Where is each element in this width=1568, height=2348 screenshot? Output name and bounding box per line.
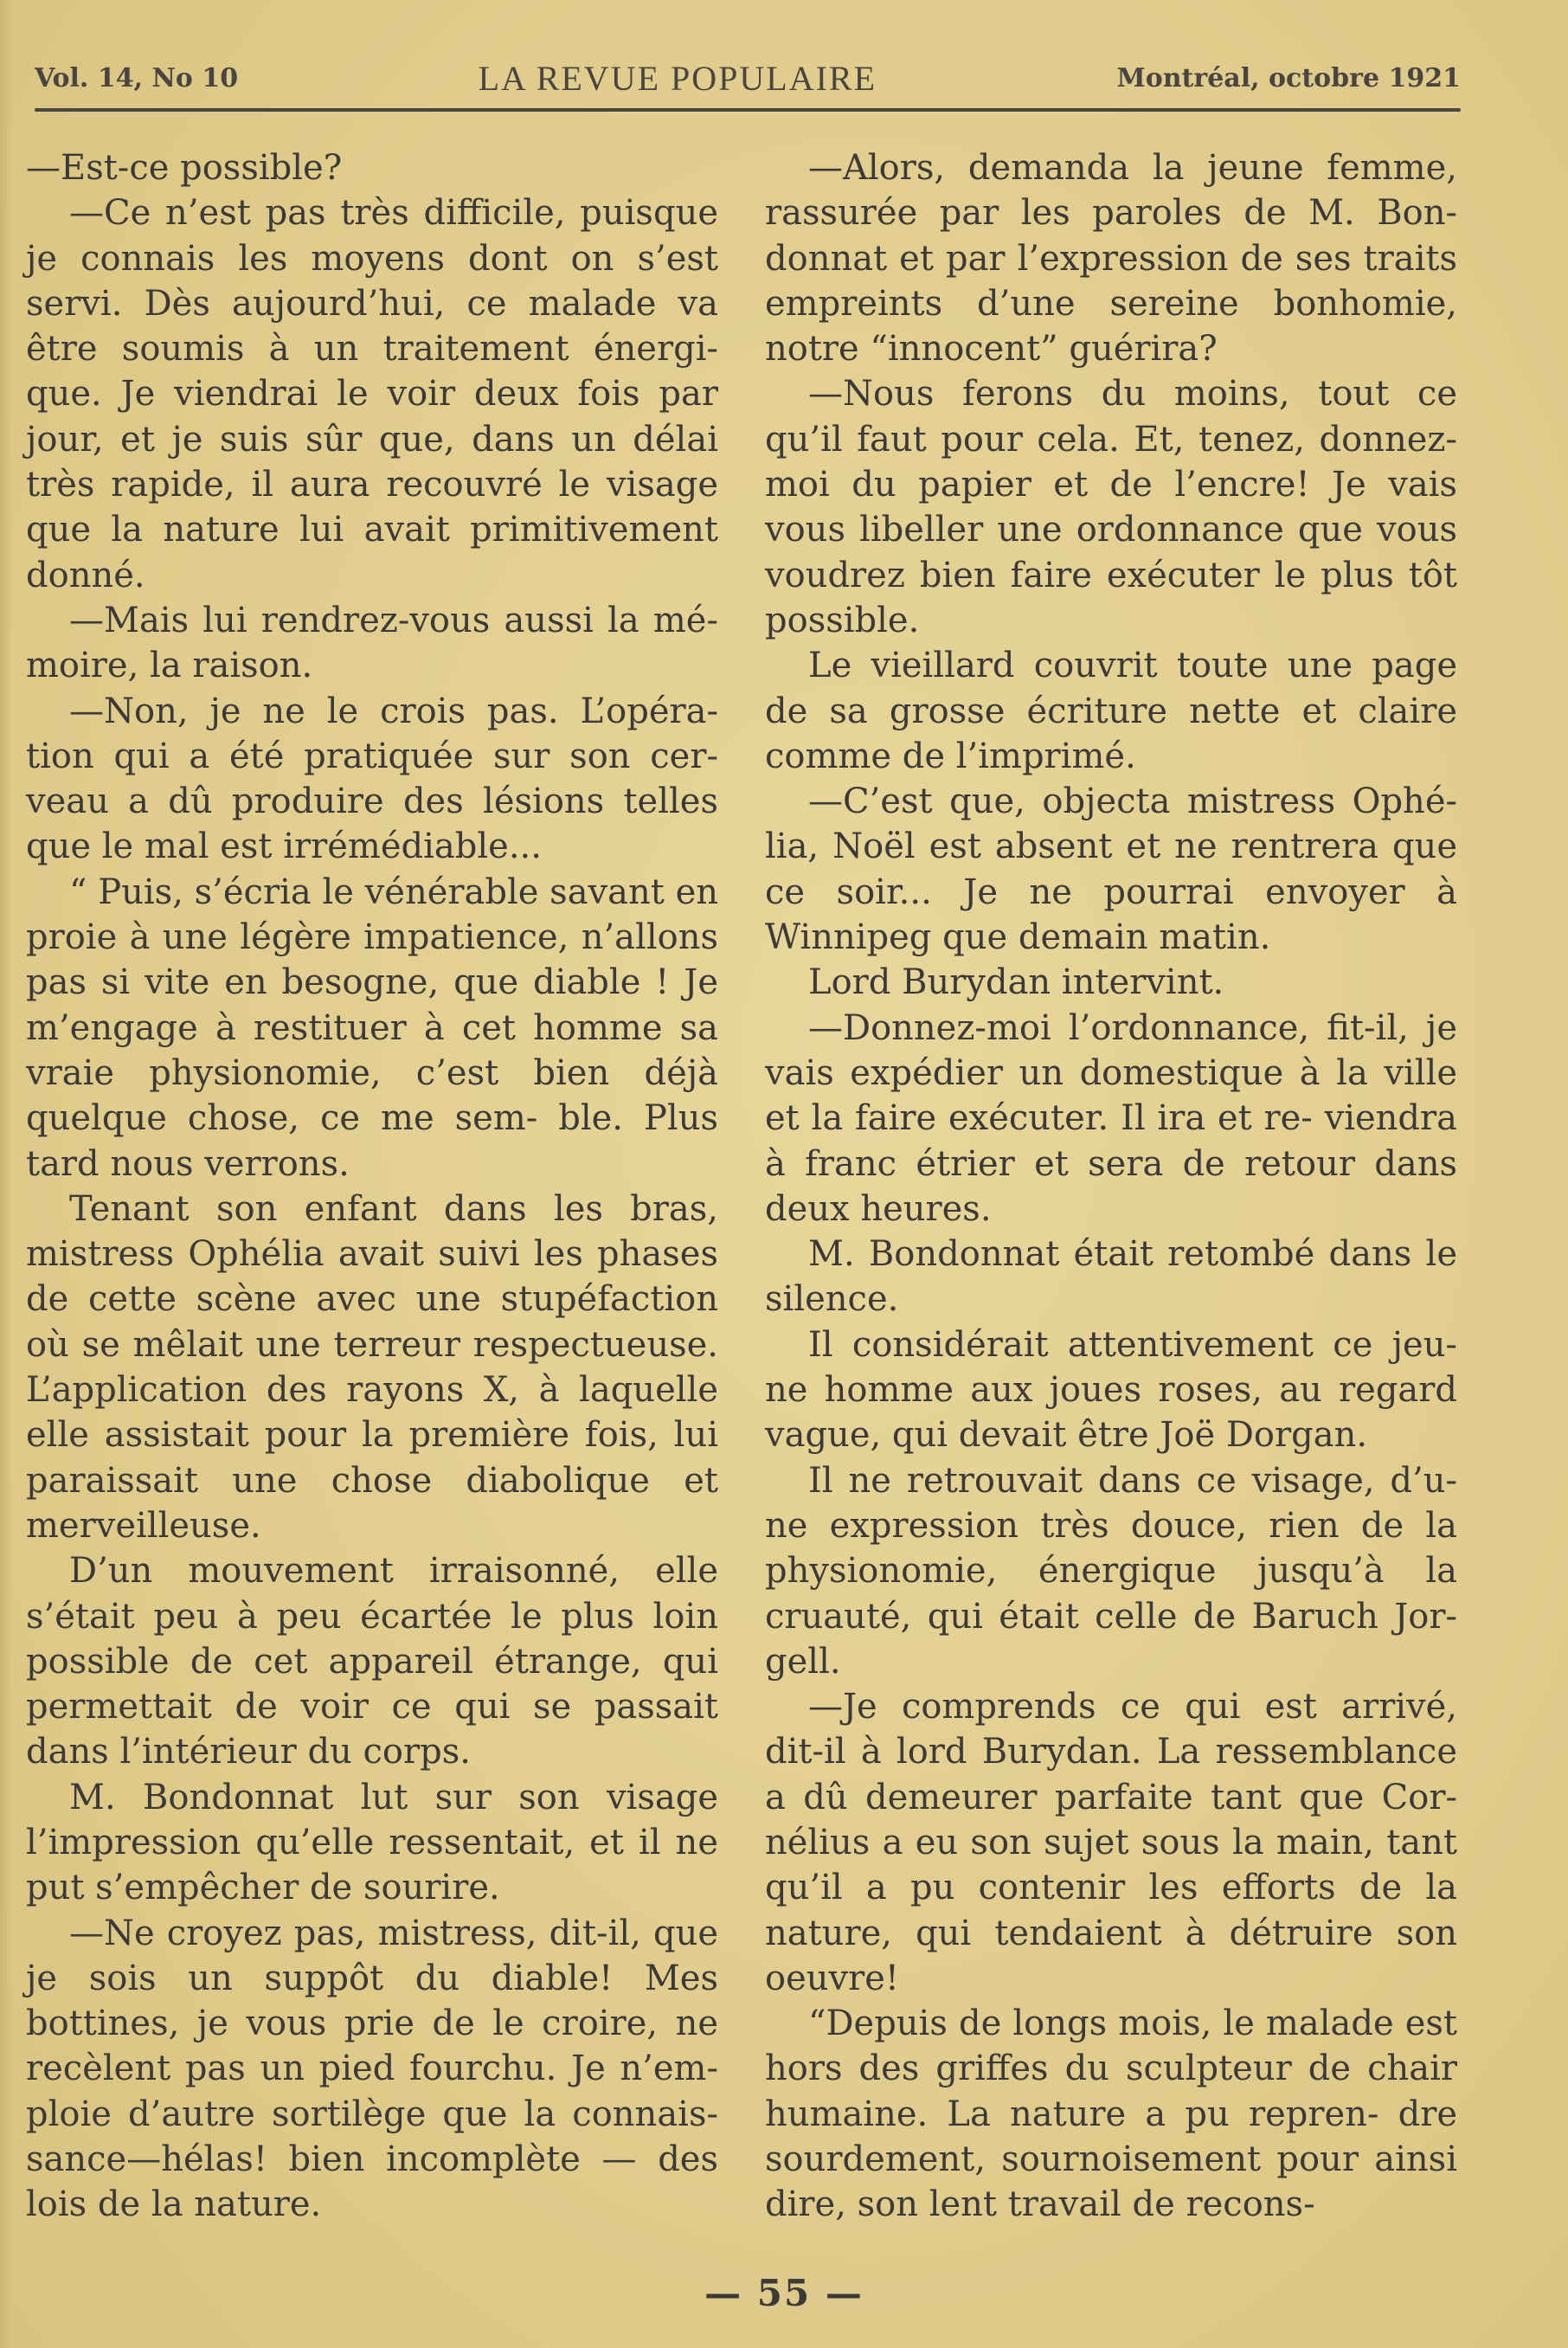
page-number: — 55 —	[704, 2272, 864, 2314]
paragraph: —Ne croyez pas, mistress, dit-il, que je sois un suppôt du diable! Mes bottines, je vous prie de le croire, ne recèlent pas un pied fourchu. Je n’em- ploie d’autre sortilège que la connais- sance—hélas! bien incomplète — des lois de la nature.	[26, 1913, 718, 2225]
paragraph: —C’est que, objecta mistress Ophé- lia, Noël est absent et ne rentrera que ce soir... Je ne pourrai envoyer à Winnipeg que demain matin.	[765, 782, 1457, 958]
page-edge	[0, 0, 12, 2348]
running-header	[35, 54, 1461, 102]
paragraph: Tenant son enfant dans les bras, mistress Ophélia avait suivi les phases de cette scène avec une stupéfaction où se mêlait une terreur respectueuse. L’application des rayons X, à laquelle elle assistait pour la première fois, lui paraissait une chose diabolique et merveilleuse.	[26, 1188, 718, 1546]
paragraph: “Depuis de longs mois, le malade est hors des griffes du sculpteur de chair humaine. La nature a pu repren- dre sourdement, sournoisement pour ainsi dire, son lent travail de recons-	[765, 2004, 1457, 2225]
paragraph: Il considérait attentivement ce jeu- ne homme aux joues roses, au regard vague, qui devait être Joë Dorgan.	[765, 1324, 1457, 1456]
paragraph: M. Bondonnat était retombé dans le silence.	[765, 1234, 1457, 1320]
publication-title: LA REVUE POPULAIRE	[478, 58, 877, 98]
paragraph: —Nous ferons du moins, tout ce qu’il faut pour cela. Et, tenez, donnez- moi du papier et de l’encre! Je vais vous libeller une ordonnance que vous voudrez bien faire exécuter le plus tôt possible.	[765, 374, 1457, 640]
volume-issue: Vol. 14, No 10	[35, 62, 239, 93]
paragraph: Il ne retrouvait dans ce visage, d’u- ne expression très douce, rien de la physionomie, énergique jusqu’à la cruauté, qui était celle de Baruch Jor- gell.	[765, 1460, 1457, 1682]
header-rule	[35, 108, 1461, 112]
paragraph: “ Puis, s’écria le vénérable savant en proie à une légère impatience, n’allons pas si vite en besogne, que diable ! Je m’engage à restituer à cet homme sa vraie physionomie, c’est bien déjà quelque chose, ce me sem- ble. Plus tard nous verrons.	[26, 872, 718, 1184]
paragraph: —Ce n’est pas très difficile, puisque je connais les moyens dont on s’est servi. Dès aujourd’hui, ce malade va être soumis à un traitement énergi- que. Je viendrai le voir deux fois par jour, et je suis sûr que, dans un délai très rapide, il aura recouvré le visage que la nature lui avait primitivement donné.	[26, 193, 718, 595]
paragraph: —Je comprends ce qui est arrivé, dit-il à lord Burydan. La ressemblance a dû demeurer parfaite tant que Cor- nélius a eu son sujet sous la main, tant qu’il a pu contenir les efforts de la nature, qui tendaient à détruire son oeuvre!	[765, 1687, 1457, 1998]
paragraph: Le vieillard couvrit toute une page de sa grosse écriture nette et claire comme de l’imprimé.	[765, 646, 1457, 776]
paragraph: —Donnez-moi l’ordonnance, fit-il, je vais expédier un domestique à la ville et la faire exécuter. Il ira et re- viendra à franc étrier et sera de retour dans deux heures.	[765, 1007, 1457, 1229]
paragraph: —Non, je ne le crois pas. L’opéra- tion qui a été pratiquée sur son cer- veau a dû produire des lésions telles que le mal est irrémédiable...	[26, 691, 718, 867]
paragraph: —Mais lui rendrez-vous aussi la mé- moire, la raison.	[26, 600, 718, 686]
paragraph: —Est-ce possible?	[26, 148, 343, 188]
left-column	[26, 145, 718, 2228]
paragraph: D’un mouvement irraisonné, elle s’était peu à peu écartée le plus loin possible de cet appareil étrange, qui permettait de voir ce qui se passait dans l’intérieur du corps.	[26, 1551, 718, 1772]
right-column	[765, 145, 1457, 2228]
paragraph: M. Bondonnat lut sur son visage l’impression qu’elle ressentait, et il ne put s’empêcher de sourire.	[26, 1777, 718, 1908]
paragraph: —Alors, demanda la jeune femme, rassurée par les paroles de M. Bon- donnat et par l’expression de ses traits empreints d’une sereine bonhomie, notre “innocent” guérira?	[765, 148, 1457, 370]
paragraph: Lord Burydan intervint.	[808, 962, 1224, 1003]
dateline: Montréal, octobre 1921	[1116, 62, 1461, 93]
